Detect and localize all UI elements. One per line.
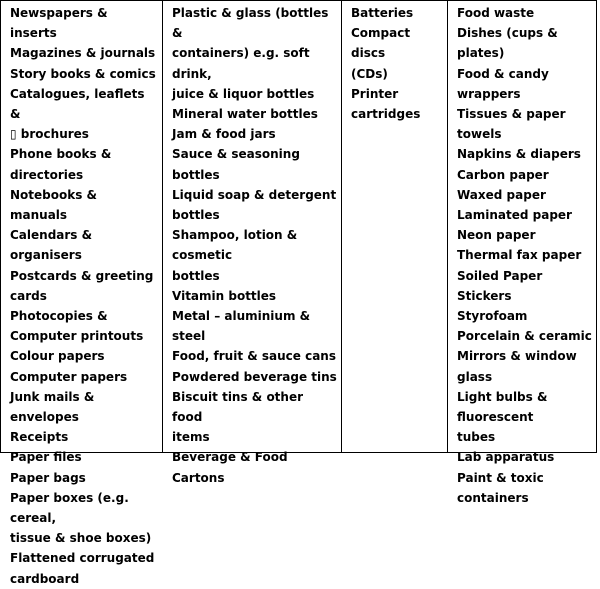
list-item: Soiled Paper [457,268,543,283]
list-item: Styrofoam [457,309,528,324]
list-item: Mineral water bottles [172,107,318,122]
list-item: Neon paper [457,228,536,243]
list-item: Light bulbs & fluorescent tubes [457,389,548,445]
list-item: Stickers [457,288,512,303]
list-item: Receipts [10,430,69,445]
list-item: Magazines & journals [10,46,156,61]
list-item: Napkins & diapers [457,147,581,162]
list-item: Notebooks & manuals [10,187,98,223]
list-item: Vitamin bottles [172,288,277,303]
list-item: Batteries [351,6,414,20]
list-item: Food & candy wrappers [457,66,549,101]
list-item: Postcards & greeting cards [10,268,154,303]
list-item: Newspapers & inserts [10,6,108,41]
list-item: Powdered beverage tins [172,369,337,384]
list-item: Flattened corrugated cardboard [10,551,155,586]
list-item: Paper bags [10,470,86,485]
list-item: Dishes (cups & plates) [457,26,558,61]
list-item: Lab apparatus [457,450,555,465]
list-item: Jam & food jars [172,127,276,142]
column-plastic-glass-metal [163,1,342,485]
column-e-waste [342,1,448,452]
list-item: Porcelain & ceramic [457,329,592,344]
list-item: Shampoo, lotion & cosmetic bottles [172,228,298,283]
list-item: Liquid soap & detergent bottles [172,187,337,223]
list-item: Colour papers [10,349,105,364]
list-item: Laminated paper [457,208,572,223]
list-item: Carbon paper [457,167,549,182]
list-item: Calendars & organisers [10,228,93,263]
list-item: Beverage & Food Cartons [172,450,288,485]
list-item: Photocopies & Computer printouts [10,309,144,344]
list-item: Mirrors & window glass [457,349,577,384]
list-item: Junk mails & envelopes [10,389,95,425]
list-item: Sauce & seasoning bottles [172,147,300,182]
list-item: Paint & toxic containers [457,470,544,505]
list-item: Biscuit tins & other food items [172,389,304,445]
list-item: Phone books & directories [10,147,112,182]
list-item: Food waste [457,6,535,20]
list-item: Thermal fax paper [457,248,582,263]
column-paper [1,1,163,586]
list-item: Printer cartridges [351,86,421,122]
list-item: Compact discs (CDs) [351,26,411,81]
list-item: Plastic & glass (bottles & containers) e.g. soft drink, juice & liquor bottles [172,6,329,101]
column-non-recyclables [448,1,596,505]
list-item: Waxed paper [457,187,546,202]
list-item: Metal – aluminium & steel [172,309,311,344]
list-item: Story books & comics [10,66,156,81]
list-item: Paper boxes (e.g. cereal, tissue & shoe boxes) [10,490,152,546]
list-item: Paper files [10,450,82,465]
list-item: Tissues & paper towels [457,107,566,142]
list-item: Computer papers [10,369,128,384]
list-item: Food, fruit & sauce cans [172,349,336,364]
list-item: Catalogues, leaflets & ▯ brochures [10,86,145,142]
